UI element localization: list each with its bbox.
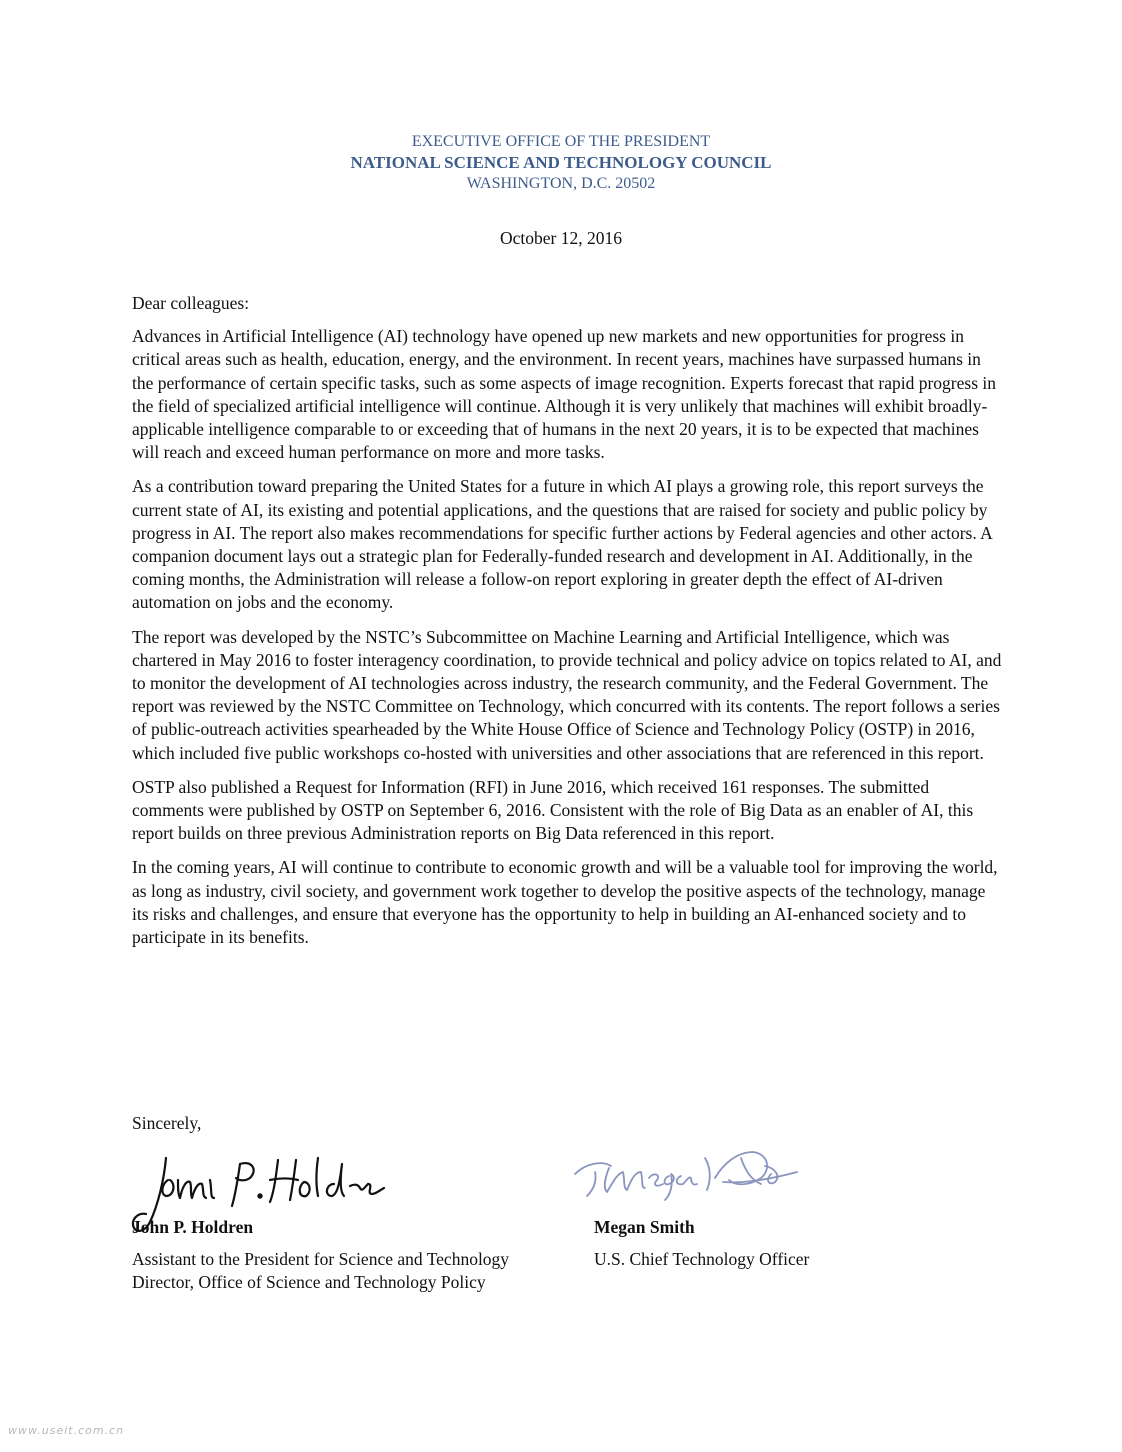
letterhead	[0, 131, 1122, 194]
watermark: www.useit.com.cn	[8, 1424, 125, 1437]
letterhead-council: NATIONAL SCIENCE AND TECHNOLOGY COUNCIL	[350, 153, 772, 172]
signer-title: U.S. Chief Technology Officer	[594, 1249, 810, 1269]
letter-date: October 12, 2016	[500, 228, 622, 248]
signer-title: Assistant to the President for Science and Technology	[132, 1249, 510, 1269]
paragraph-3: The report was developed by the NSTC’s Subcommittee on Machine Learning and Artificial Intelligence, which was chartered in May 2016 to foster interagency coordination, to provide technical and policy advice on topics related to AI, and to monitor the development of AI technologies across industry, the research community, and the Federal Government. The report was reviewed by the NSTC Committee on Technology, which concurred with its contents. The report follows a series of public-outreach activities spearheaded by the White House Office of Science and Technology Policy (OSTP) in 2016, which included five public workshops co-hosted with universities and other associations that are referenced in this report.	[132, 626, 1002, 763]
letter-body	[132, 292, 1002, 960]
signer-name: John P. Holdren	[132, 1217, 254, 1237]
paragraph-1: Advances in Artificial Intelligence (AI) technology have opened up new markets and new opportunities for progress in critical areas such as health, education, energy, and the environment. In recent years, machines have surpassed humans in the performance of certain specific tasks, such as some aspects of image recognition. Experts forecast that rapid progress in the field of specialized artificial intelligence will continue. Although it is very unlikely that machines will exhibit broadly-applicable intelligence comparable to or exceeding that of humans in the next 20 years, it is to be expected that machines will reach and exceed human performance on more and more tasks.	[132, 326, 996, 463]
signer-smith	[594, 1216, 809, 1271]
salutation: Dear colleagues:	[132, 293, 250, 313]
signer-holdren	[132, 1216, 509, 1294]
signer-name: Megan Smith	[594, 1217, 695, 1237]
closing: Sincerely,	[132, 1113, 202, 1133]
signature-smith	[565, 1138, 815, 1208]
signer-title: Director, Office of Science and Technology Policy	[132, 1272, 486, 1292]
paragraph-4: OSTP also published a Request for Information (RFI) in June 2016, which received 161 responses. The submitted comments were published by OSTP on September 6, 2016. Consistent with the role of Big Data as an enabler of AI, this report builds on three previous Administration reports on Big Data referenced in this report.	[132, 776, 974, 844]
letterhead-office: EXECUTIVE OFFICE OF THE PRESIDENT	[411, 133, 711, 150]
paragraph-5: In the coming years, AI will continue to contribute to economic growth and will be a valuable tool for improving the world, as long as industry, civil society, and government work together to develop the positive aspects of the technology, manage its risks and challenges, and ensure that everyone has the opportunity to help in building an AI-enhanced society and to participate in its benefits.	[132, 857, 998, 948]
paragraph-2: As a contribution toward preparing the United States for a future in which AI plays a growing role, this report surveys the current state of AI, its existing and potential applications, and the questions that are raised for society and public policy by progress in AI. The report also makes recommendations for specific further actions by Federal agencies and other actors. A companion document lays out a strategic plan for Federally-funded research and development in AI. Additionally, in the coming months, the Administration will release a follow-on report exploring in greater depth the effect of AI-driven automation on jobs and the economy.	[132, 476, 992, 613]
letterhead-address: WASHINGTON, D.C. 20502	[466, 175, 656, 192]
